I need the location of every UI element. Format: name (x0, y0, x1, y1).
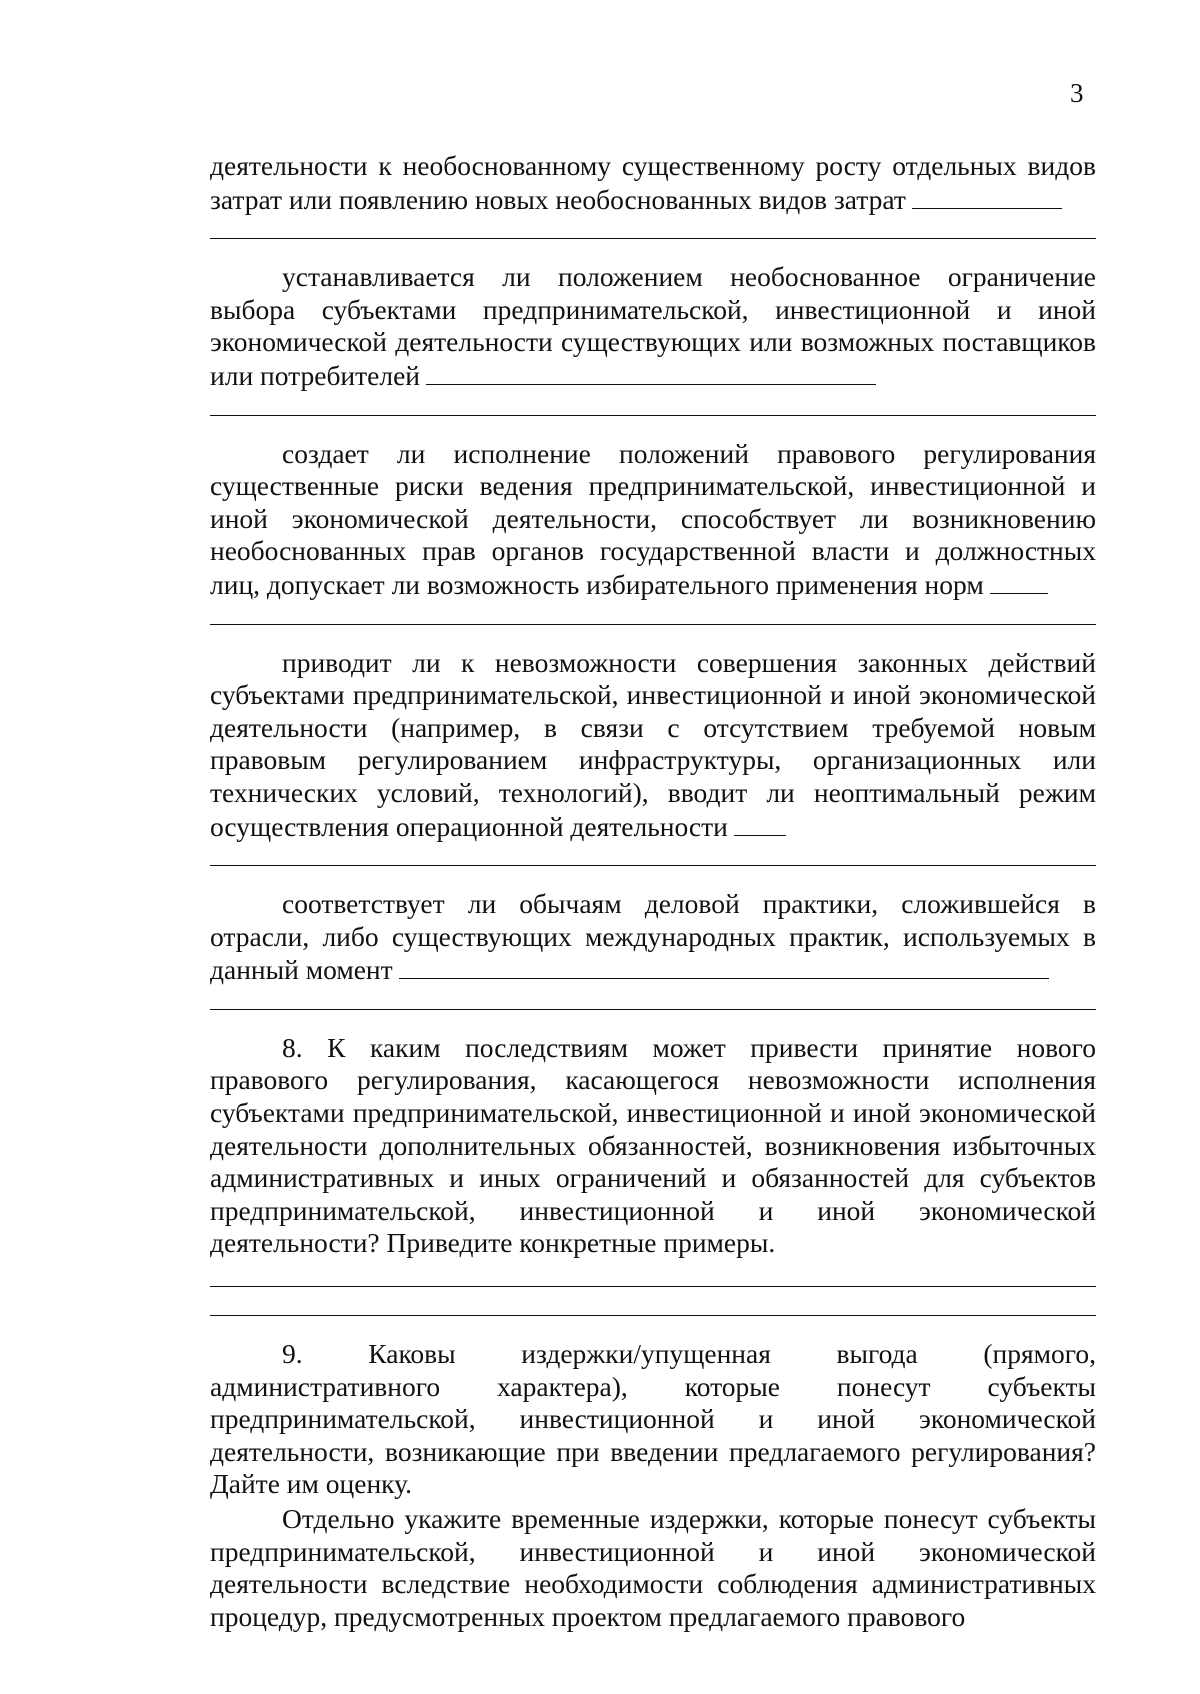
question-business-customs (210, 888, 1096, 987)
question-9: 9. Каковы издержки/упущенная выгода (прямого, административного характера), которые понесут субъекты предпринимательской, инвестиционной и иной экономической деятельности, возникающие при введении предлагаемого регулирования? Дайте им оценку. (210, 1338, 1096, 1500)
question-text: создает ли исполнение положений правового регулирования существенные риски ведения предпринимательской, инвестиционной и иной экономической деятельности, способствует ли возникновению необоснованных прав органов государственной власти и должностных лиц, допускает ли возможность избирательного применения норм (210, 437, 1096, 600)
question-text: устанавливается ли положением необоснованное ограничение выбора субъектами предпринимательской, инвестиционной и иной экономической деятельности существующих или возможных поставщиков или потребителей (210, 261, 1096, 391)
answer-line[interactable] (734, 810, 786, 836)
answer-line[interactable] (399, 953, 1049, 979)
questionnaire-body (210, 150, 1096, 1633)
page-number: 3 (1070, 78, 1084, 108)
question-choice-restriction (210, 261, 1096, 392)
question-9-temporary-costs: Отдельно укажите временные издержки, которые понесут субъекты предпринимательской, инвестиционной и иной экономической деятельности вследствие необходимости соблюдения административных процедур, предусмотренных проектом предлагаемого правового (210, 1503, 1096, 1632)
intro-text: деятельности к необоснованному существенному росту отдельных видов затрат или появлению новых необоснованных видов затрат (210, 150, 1096, 215)
answer-line[interactable] (426, 359, 876, 385)
answer-line[interactable] (912, 183, 1062, 209)
intro-paragraph (210, 150, 1096, 216)
question-text: приводит ли к невозможности совершения законных действий субъектами предпринимательской, инвестиционной и иной экономической деятельности (например, в связи с отсутствием требуемой новым правовым регулированием инфраструктуры, организационных или технических условий, технологий), вводит ли неоптимальный режим осуществления операционной деятельности (210, 646, 1096, 842)
question-impossibility (210, 647, 1096, 844)
question-text: соответствует ли обычаям деловой практики, сложившейся в отрасли, либо существующих международных практик, используемых в данный момент (210, 888, 1096, 986)
question-8: 8. К каким последствиям может привести принятие нового правового регулирования, касающегося невозможности исполнения субъектами предпринимательской, инвестиционной и иной экономической деятельности дополнительных обязанностей, возникновения избыточных административных и иных ограничений и обязанностей для субъектов предпринимательской, инвестиционной и иной экономической деятельности? Приведите конкретные примеры. (210, 1031, 1096, 1259)
question-risks (210, 438, 1096, 602)
answer-line[interactable] (990, 568, 1048, 594)
